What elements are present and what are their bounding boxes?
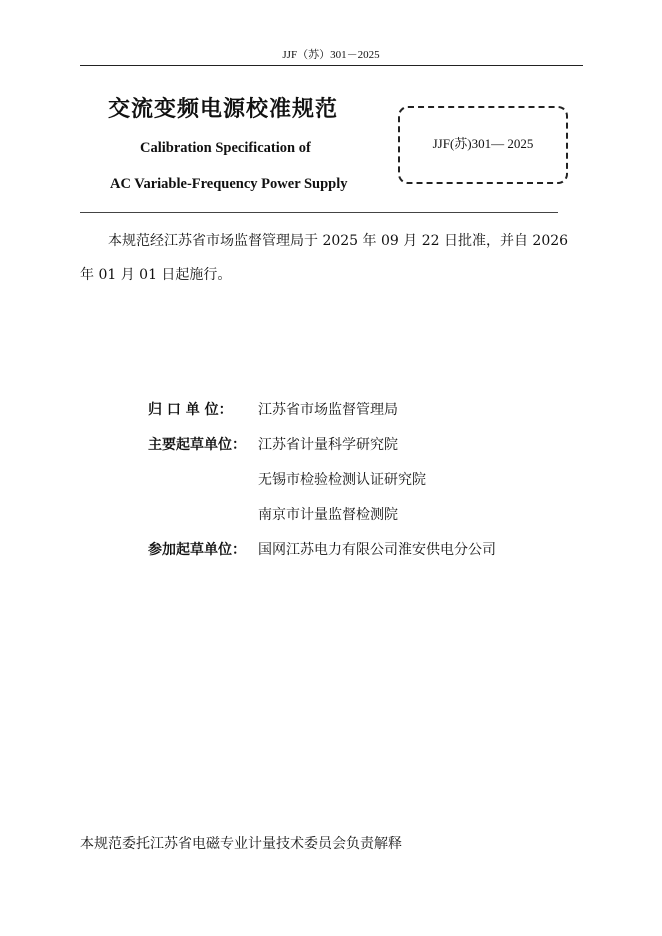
spec-code: JJF(苏)301— 2025 — [432, 136, 534, 151]
authority-value: 江苏省市场监督管理局 — [258, 402, 398, 418]
header-code: JJF（苏）301－2025 — [282, 49, 380, 61]
drafting-label: 主要起草单位： — [148, 437, 246, 453]
title-english-line2: AC Variable-Frequency Power Supply — [110, 176, 348, 192]
drafting-unit-2: 无锡市检验检测认证研究院 — [258, 472, 426, 488]
title-english-line1: Calibration Specification of — [140, 140, 311, 156]
drafting-unit-1: 江苏省计量科学研究院 — [258, 437, 398, 453]
authority-label: 归 口 单 位： — [148, 402, 233, 418]
participating-value: 国网江苏电力有限公司淮安供电分公司 — [258, 542, 496, 558]
drafting-unit-3: 南京市计量监督检测院 — [258, 507, 398, 523]
approval-statement: 本规范经江苏省市场监督管理局于 2025 年 09 月 22 日批准，并自 2026 年 01 月 01 日起施行。 — [80, 233, 569, 283]
participating-label: 参加起草单位： — [148, 542, 246, 558]
title-rule — [80, 212, 558, 213]
header-rule — [80, 65, 583, 66]
title-chinese: 交流变频电源校准规范 — [108, 97, 339, 122]
footer-note: 本规范委托江苏省电磁专业计量技术委员会负责解释 — [80, 836, 402, 852]
